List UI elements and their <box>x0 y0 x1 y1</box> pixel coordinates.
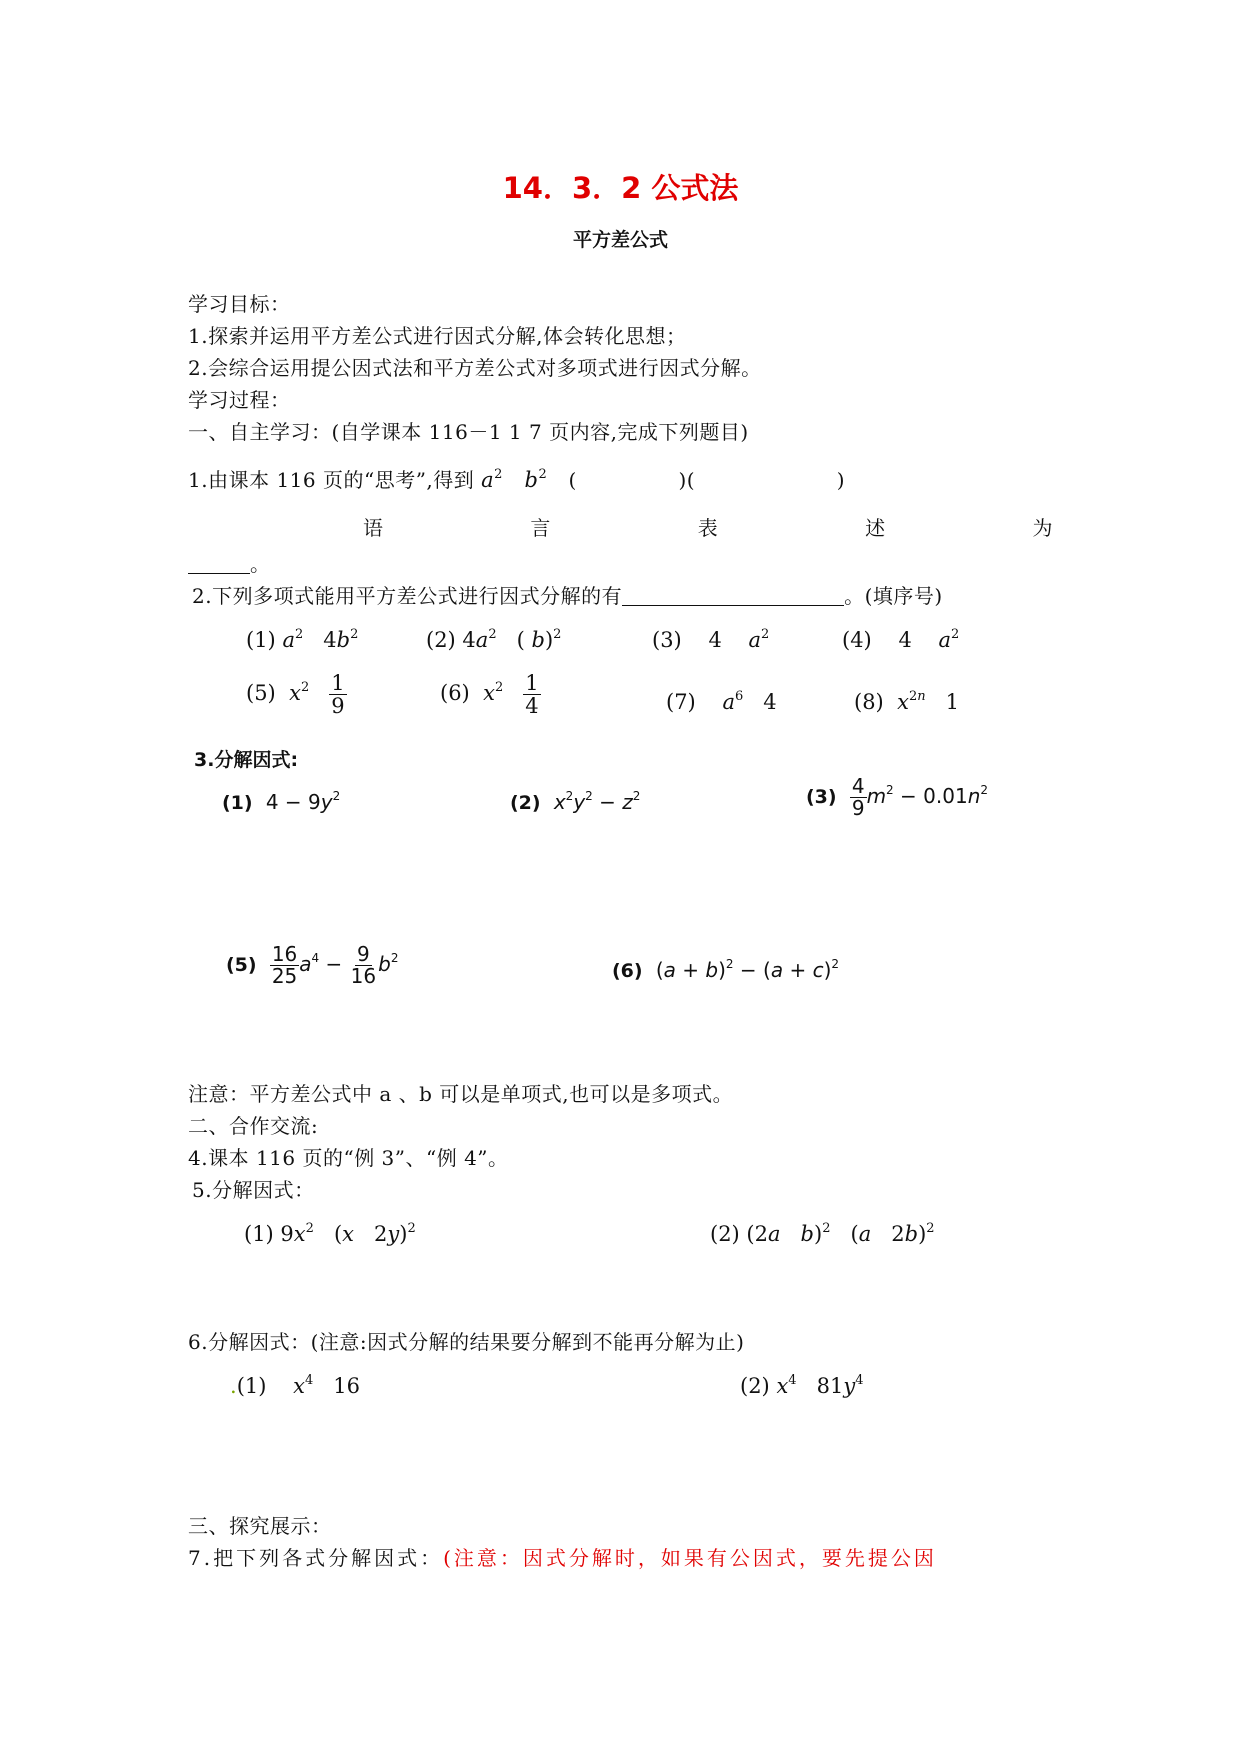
q3-label-1: (1) <box>222 792 253 814</box>
answer-blank-1-open: ( <box>568 468 577 492</box>
word-5: 为 <box>1032 516 1053 540</box>
q2-label-4: (4) <box>842 628 872 652</box>
q6-label-2: (2) <box>740 1374 770 1398</box>
answer-blank-2-close: ) <box>836 468 846 492</box>
q2-label-7: (7) <box>666 690 696 714</box>
question-5-heading: 5.分解因式： <box>192 1178 315 1202</box>
word-4: 述 <box>865 516 886 540</box>
q3-item-6: (6) $(a + b)^2 - (a + c)^2$ <box>612 957 840 982</box>
q3-item-5: (5) $\frac{16}{25}$ $a^4$ − $\frac{9}{16}$ $b^2$ <box>226 942 399 988</box>
objective-item-1: 1.探索并运用平方差公式进行因式分解,体会转化思想； <box>188 324 687 348</box>
q5-item-2: (2) (2a b)$^2$ (a 2b)$^2$ <box>710 1221 935 1246</box>
question-3-heading: 3.分解因式: <box>194 749 299 771</box>
section3-heading: 三、探究展示： <box>188 1514 332 1538</box>
q2-label-3: (3) <box>652 628 682 652</box>
q6-item-2: (2) $x^4$ $81y^4$ <box>740 1373 864 1398</box>
q2-label-8: (8) <box>854 690 884 714</box>
question-2-hint: 。(填序号) <box>844 584 943 608</box>
q2-label-1: (1) <box>246 628 276 652</box>
language-answer-line <box>188 548 271 577</box>
section1-heading: 一、自主学习：(自学课本 116－1 1 7 页内容,完成下列题目) <box>188 420 749 444</box>
objectives-heading: 学习目标： <box>188 292 291 316</box>
answer-blank-3[interactable] <box>188 555 250 574</box>
q2-item-2: (2) $4a^2$ ( b)$^2$ <box>426 627 562 652</box>
section2-heading: 二、合作交流: <box>188 1114 319 1138</box>
q5-label-1: (1) <box>244 1222 274 1246</box>
q3-item-2: (2) $x^2y^2 - z^2$ <box>510 789 641 814</box>
q2-item-7: (7) $a^6$ 4 <box>666 689 777 714</box>
q3-item-1: (1) $4 - 9y^2$ <box>222 789 341 814</box>
page-title: 14．3．2 公式法 <box>502 171 739 205</box>
q2-label-5: (5) <box>246 681 276 706</box>
question-4: 4.课本 116 页的“例 3”、“例 4”。 <box>188 1146 509 1170</box>
question-7-note: (注意：因式分解时，如果有公因式，要先提公因 <box>443 1546 937 1570</box>
question-1-formula: $a^2$ $b^2$ <box>481 467 548 492</box>
q6-item-1: .(1) $x^4$ 16 <box>230 1373 361 1398</box>
question-1-text: 1.由课本 116 页的“思考”,得到 <box>188 468 475 492</box>
answer-blank-2-open: )( <box>678 468 696 492</box>
q3-label-2: (2) <box>510 792 541 814</box>
question-1 <box>188 464 845 493</box>
q3-label-5: (5) <box>226 954 257 976</box>
question-6-heading: 6.分解因式：(注意:因式分解的结果要分解到不能再分解为止) <box>188 1330 745 1354</box>
q2-item-4: (4) 4 $a^2$ <box>842 627 960 652</box>
word-1: 语 <box>363 516 384 540</box>
q2-item-1: (1) $a^2$ $4b^2$ <box>246 627 359 652</box>
question-2-text: 2.下列多项式能用平方差公式进行因式分解的有 <box>192 584 623 608</box>
q2-item-3: (3) 4 $a^2$ <box>652 627 770 652</box>
fraction-1-9: $\frac{1}{9}$ <box>331 671 345 719</box>
q2-label-6: (6) <box>440 681 470 706</box>
q2-label-2: (2) <box>426 628 456 652</box>
q3-label-3: (3) <box>806 786 837 808</box>
q6-label-1: (1) <box>236 1374 267 1398</box>
word-2: 言 <box>530 516 551 540</box>
question-2 <box>192 580 943 609</box>
page-subtitle: 平方差公式 <box>572 229 668 251</box>
q3-item-3: (3) $\frac{4}{9}$ $m^2 - 0.01n^2$ <box>806 774 989 820</box>
q3-label-6: (6) <box>612 960 643 982</box>
question-7 <box>188 1542 937 1571</box>
word-3: 表 <box>697 516 719 540</box>
language-statement-row <box>363 512 1053 541</box>
fraction-1-4: $\frac{1}{4}$ <box>525 671 539 719</box>
q2-item-6: (6) $x^2$ $\frac{1}{4}$ <box>440 671 539 719</box>
objective-item-2: 2.会综合运用提公因式法和平方差公式对多项式进行因式分解。 <box>188 356 762 380</box>
process-heading: 学习过程： <box>188 388 291 412</box>
q2-item-5: (5) $x^2$ $\frac{1}{9}$ <box>246 671 345 719</box>
q5-label-2: (2) <box>710 1222 740 1246</box>
note-text: 注意：平方差公式中 a 、b 可以是单项式,也可以是多项式。 <box>188 1082 734 1106</box>
period: 。 <box>250 552 271 576</box>
answer-blank-4[interactable] <box>622 587 844 606</box>
q5-item-1: (1) $9x^2$ (x 2y)$^2$ <box>244 1221 416 1246</box>
question-7-text: 7.把下列各式分解因式： <box>188 1546 444 1570</box>
q2-item-8: (8) $x^{2n}$ 1 <box>854 689 959 714</box>
